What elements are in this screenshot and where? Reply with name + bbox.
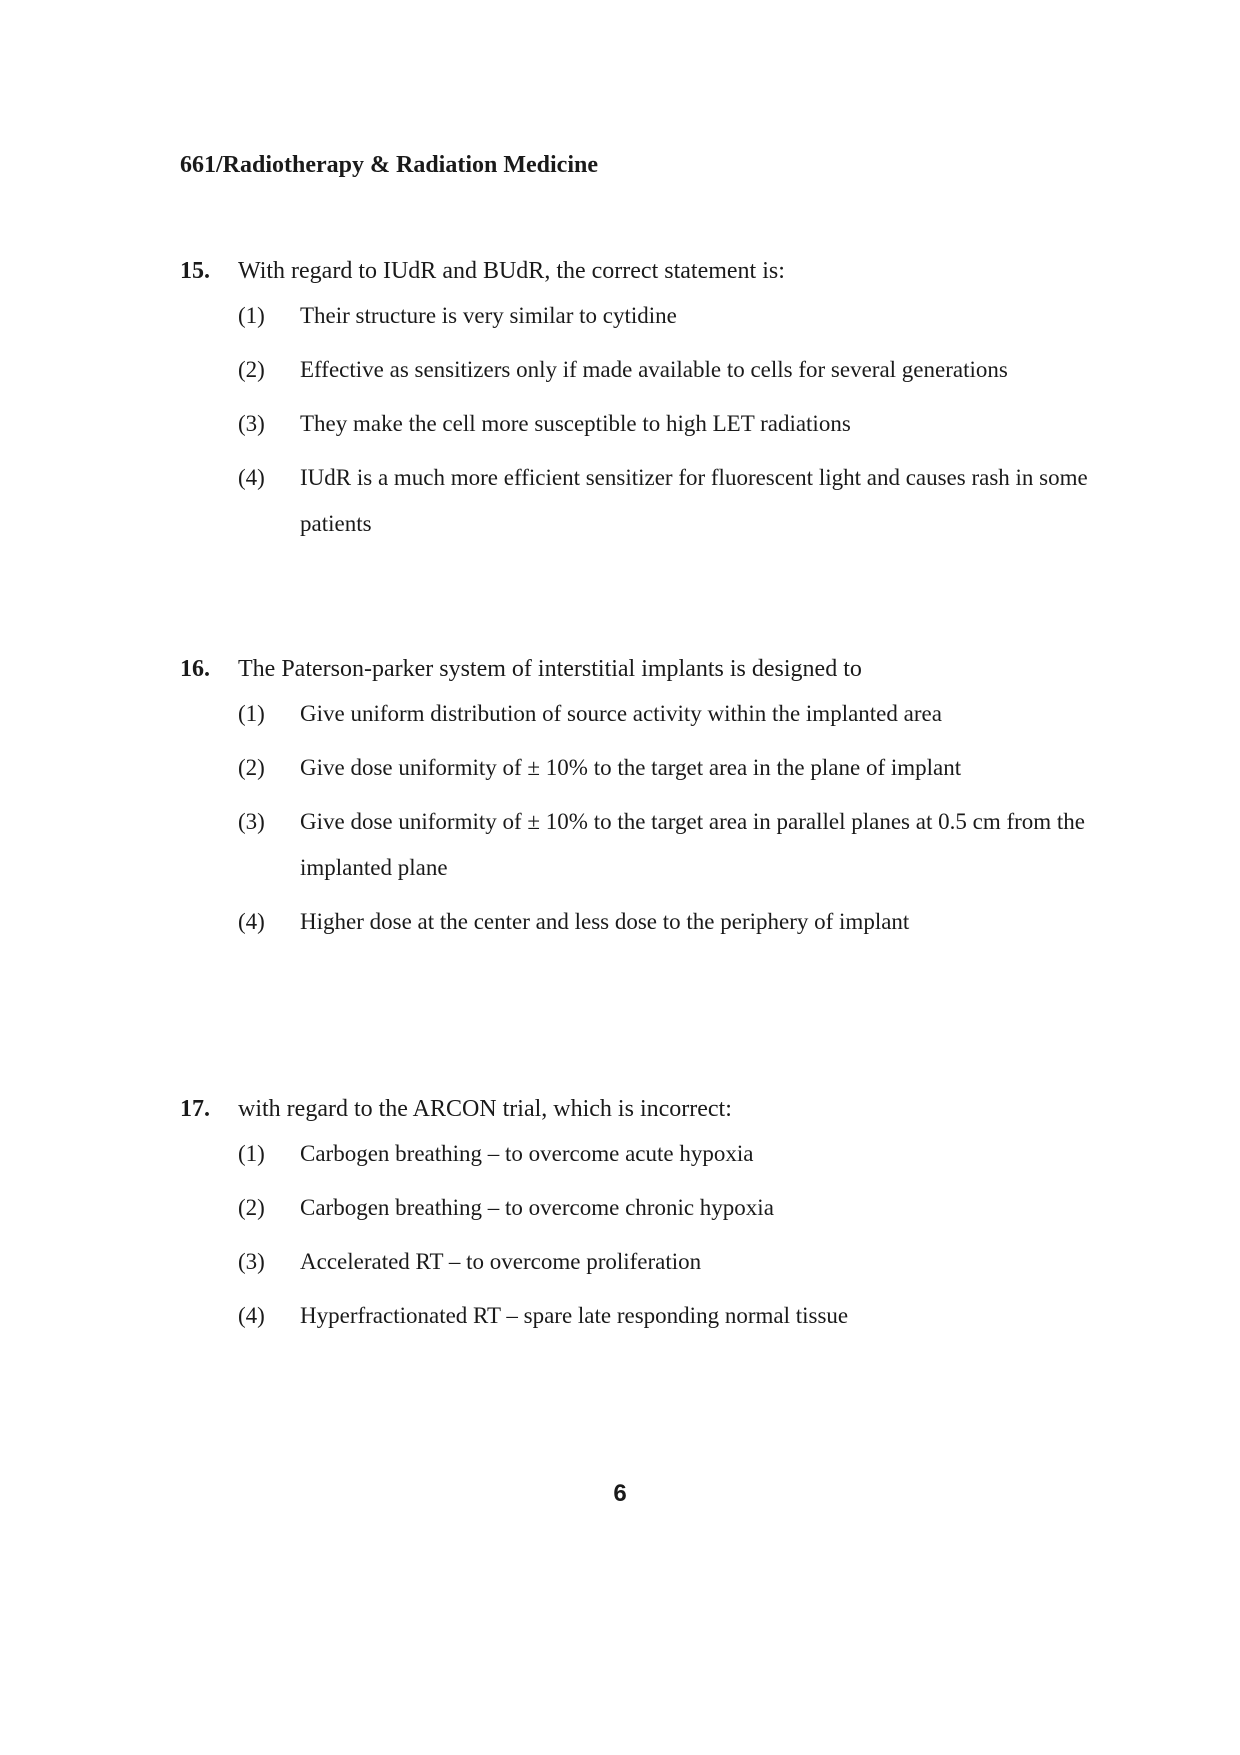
option-label: (1) xyxy=(238,701,265,726)
option-label: (2) xyxy=(238,357,265,382)
option-label: (2) xyxy=(238,1195,265,1220)
question-number: 15. xyxy=(180,258,210,284)
question-text: The Paterson-parker system of interstitial implants is designed to xyxy=(238,656,862,682)
option-text: Higher dose at the center and less dose to the periphery of implant xyxy=(300,909,910,934)
option-label: (4) xyxy=(238,909,265,934)
option-item xyxy=(238,899,1100,945)
option-item xyxy=(238,347,1100,393)
option-label: (4) xyxy=(238,465,265,490)
option-item xyxy=(238,1239,1100,1285)
option-label: (3) xyxy=(238,809,265,834)
option-label: (3) xyxy=(238,411,265,436)
option-text: Give uniform distribution of source activity within the implanted area xyxy=(300,701,942,726)
option-label: (3) xyxy=(238,1249,265,1274)
option-list xyxy=(180,293,1100,547)
option-item xyxy=(238,1185,1100,1231)
option-text: Effective as sensitizers only if made available to cells for several generations xyxy=(300,357,1008,382)
question-stem xyxy=(180,258,1100,285)
option-item xyxy=(238,293,1100,339)
question-16 xyxy=(180,656,1100,945)
option-text: They make the cell more susceptible to high LET radiations xyxy=(300,411,851,436)
option-text: Carbogen breathing – to overcome chronic hypoxia xyxy=(300,1195,774,1220)
page-number: 6 xyxy=(613,1480,627,1507)
option-item xyxy=(238,1293,1100,1339)
question-17 xyxy=(180,1096,1100,1339)
option-label: (2) xyxy=(238,755,265,780)
option-text: Accelerated RT – to overcome proliferation xyxy=(300,1249,702,1274)
option-item xyxy=(238,401,1100,447)
question-15 xyxy=(180,258,1100,547)
option-label: (1) xyxy=(238,303,265,328)
option-label: (4) xyxy=(238,1303,265,1328)
question-stem xyxy=(180,1096,1100,1123)
question-text: With regard to IUdR and BUdR, the correct statement is: xyxy=(238,258,785,284)
option-text: Give dose uniformity of ± 10% to the target area in parallel planes at 0.5 cm from the implanted plane xyxy=(300,809,1086,880)
question-number: 17. xyxy=(180,1096,210,1122)
option-item xyxy=(238,745,1100,791)
option-text: Carbogen breathing – to overcome acute hypoxia xyxy=(300,1141,754,1166)
option-list xyxy=(180,1131,1100,1339)
option-text: Hyperfractionated RT – spare late responding normal tissue xyxy=(300,1303,849,1328)
option-list xyxy=(180,691,1100,945)
page-header-title: 661/Radiotherapy & Radiation Medicine xyxy=(180,152,598,178)
option-label: (1) xyxy=(238,1141,265,1166)
question-stem xyxy=(180,656,1100,683)
option-item xyxy=(238,1131,1100,1177)
option-item xyxy=(238,799,1100,891)
option-text: IUdR is a much more efficient sensitizer for fluorescent light and causes rash in some patients xyxy=(300,465,1088,536)
option-text: Give dose uniformity of ± 10% to the target area in the plane of implant xyxy=(300,755,962,780)
question-number: 16. xyxy=(180,656,210,682)
option-item xyxy=(238,455,1100,547)
question-text: with regard to the ARCON trial, which is incorrect: xyxy=(238,1096,732,1122)
option-item xyxy=(238,691,1100,737)
option-text: Their structure is very similar to cytidine xyxy=(300,303,677,328)
